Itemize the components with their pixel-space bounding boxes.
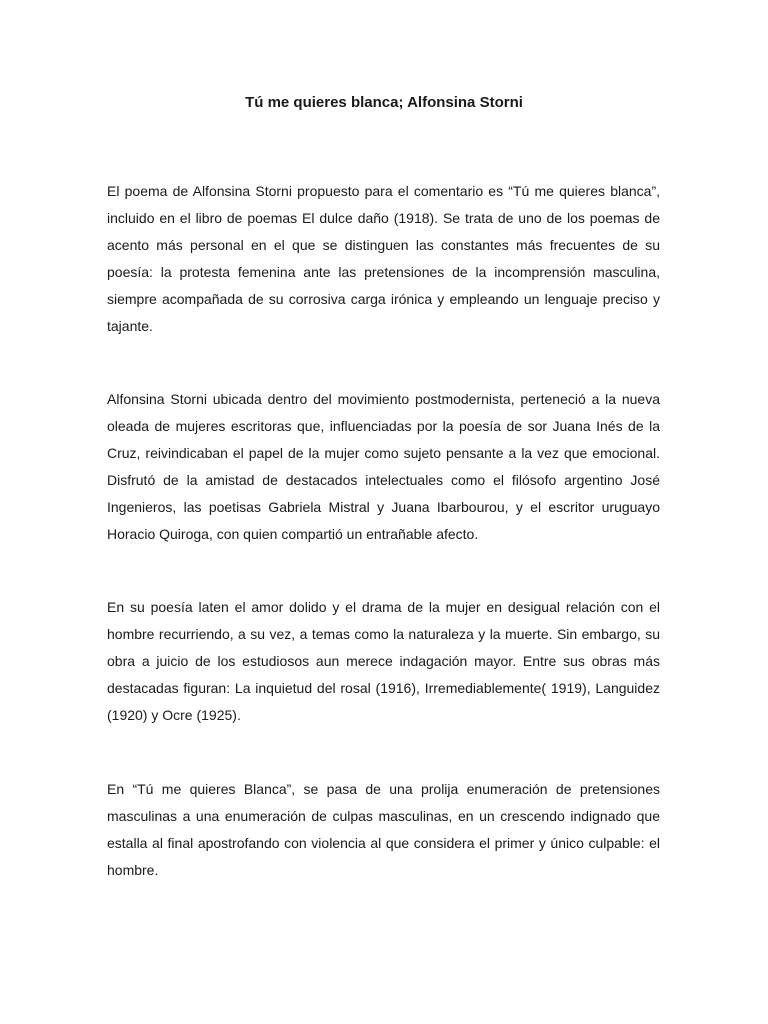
paragraph-3: En su poesía laten el amor dolido y el drama de la mujer en desigual relación con el hombre recurriendo, a su vez, a temas como la naturaleza y la muerte. Sin embargo, su obra a juicio de los estudiosos aun merece indagación mayor. Entre sus obras más destacadas figuran: La inquietud del rosal (1916), Irremediablemente( 1919), Languidez (1920) y Ocre (1925). [107, 599, 660, 723]
document-title: Tú me quieres blanca; Alfonsina Storni [245, 94, 523, 111]
paragraph-4: En “Tú me quieres Blanca”, se pasa de una prolija enumeración de pretensiones masculinas a una enumeración de culpas masculinas, en un crescendo indignado que estalla al final apostrofando con violencia al que considera el primer y único culpable: el hombre. [107, 781, 660, 878]
paragraph-2: Alfonsina Storni ubicada dentro del movimiento postmodernista, perteneció a la nueva oleada de mujeres escritoras que, influenciadas por la poesía de sor Juana Inés de la Cruz, reivindicaban el papel de la mujer como sujeto pensante a la vez que emocional. Disfrutó de la amistad de destacados intelectuales como el filósofo argentino José Ingenieros, las poetisas Gabriela Mistral y Juana Ibarbourou, y el escritor uruguayo Horacio Quiroga, con quien compartió un entrañable afecto. [107, 391, 660, 542]
paragraph-1: El poema de Alfonsina Storni propuesto para el comentario es “Tú me quieres blanca”, incluido en el libro de poemas El dulce daño (1918). Se trata de uno de los poemas de acento más personal en el que se distinguen las constantes más frecuentes de su poesía: la protesta femenina ante las pretensiones de la incomprensión masculina, siempre acompañada de su corrosiva carga irónica y empleando un lenguaje preciso y tajante. [107, 183, 660, 334]
